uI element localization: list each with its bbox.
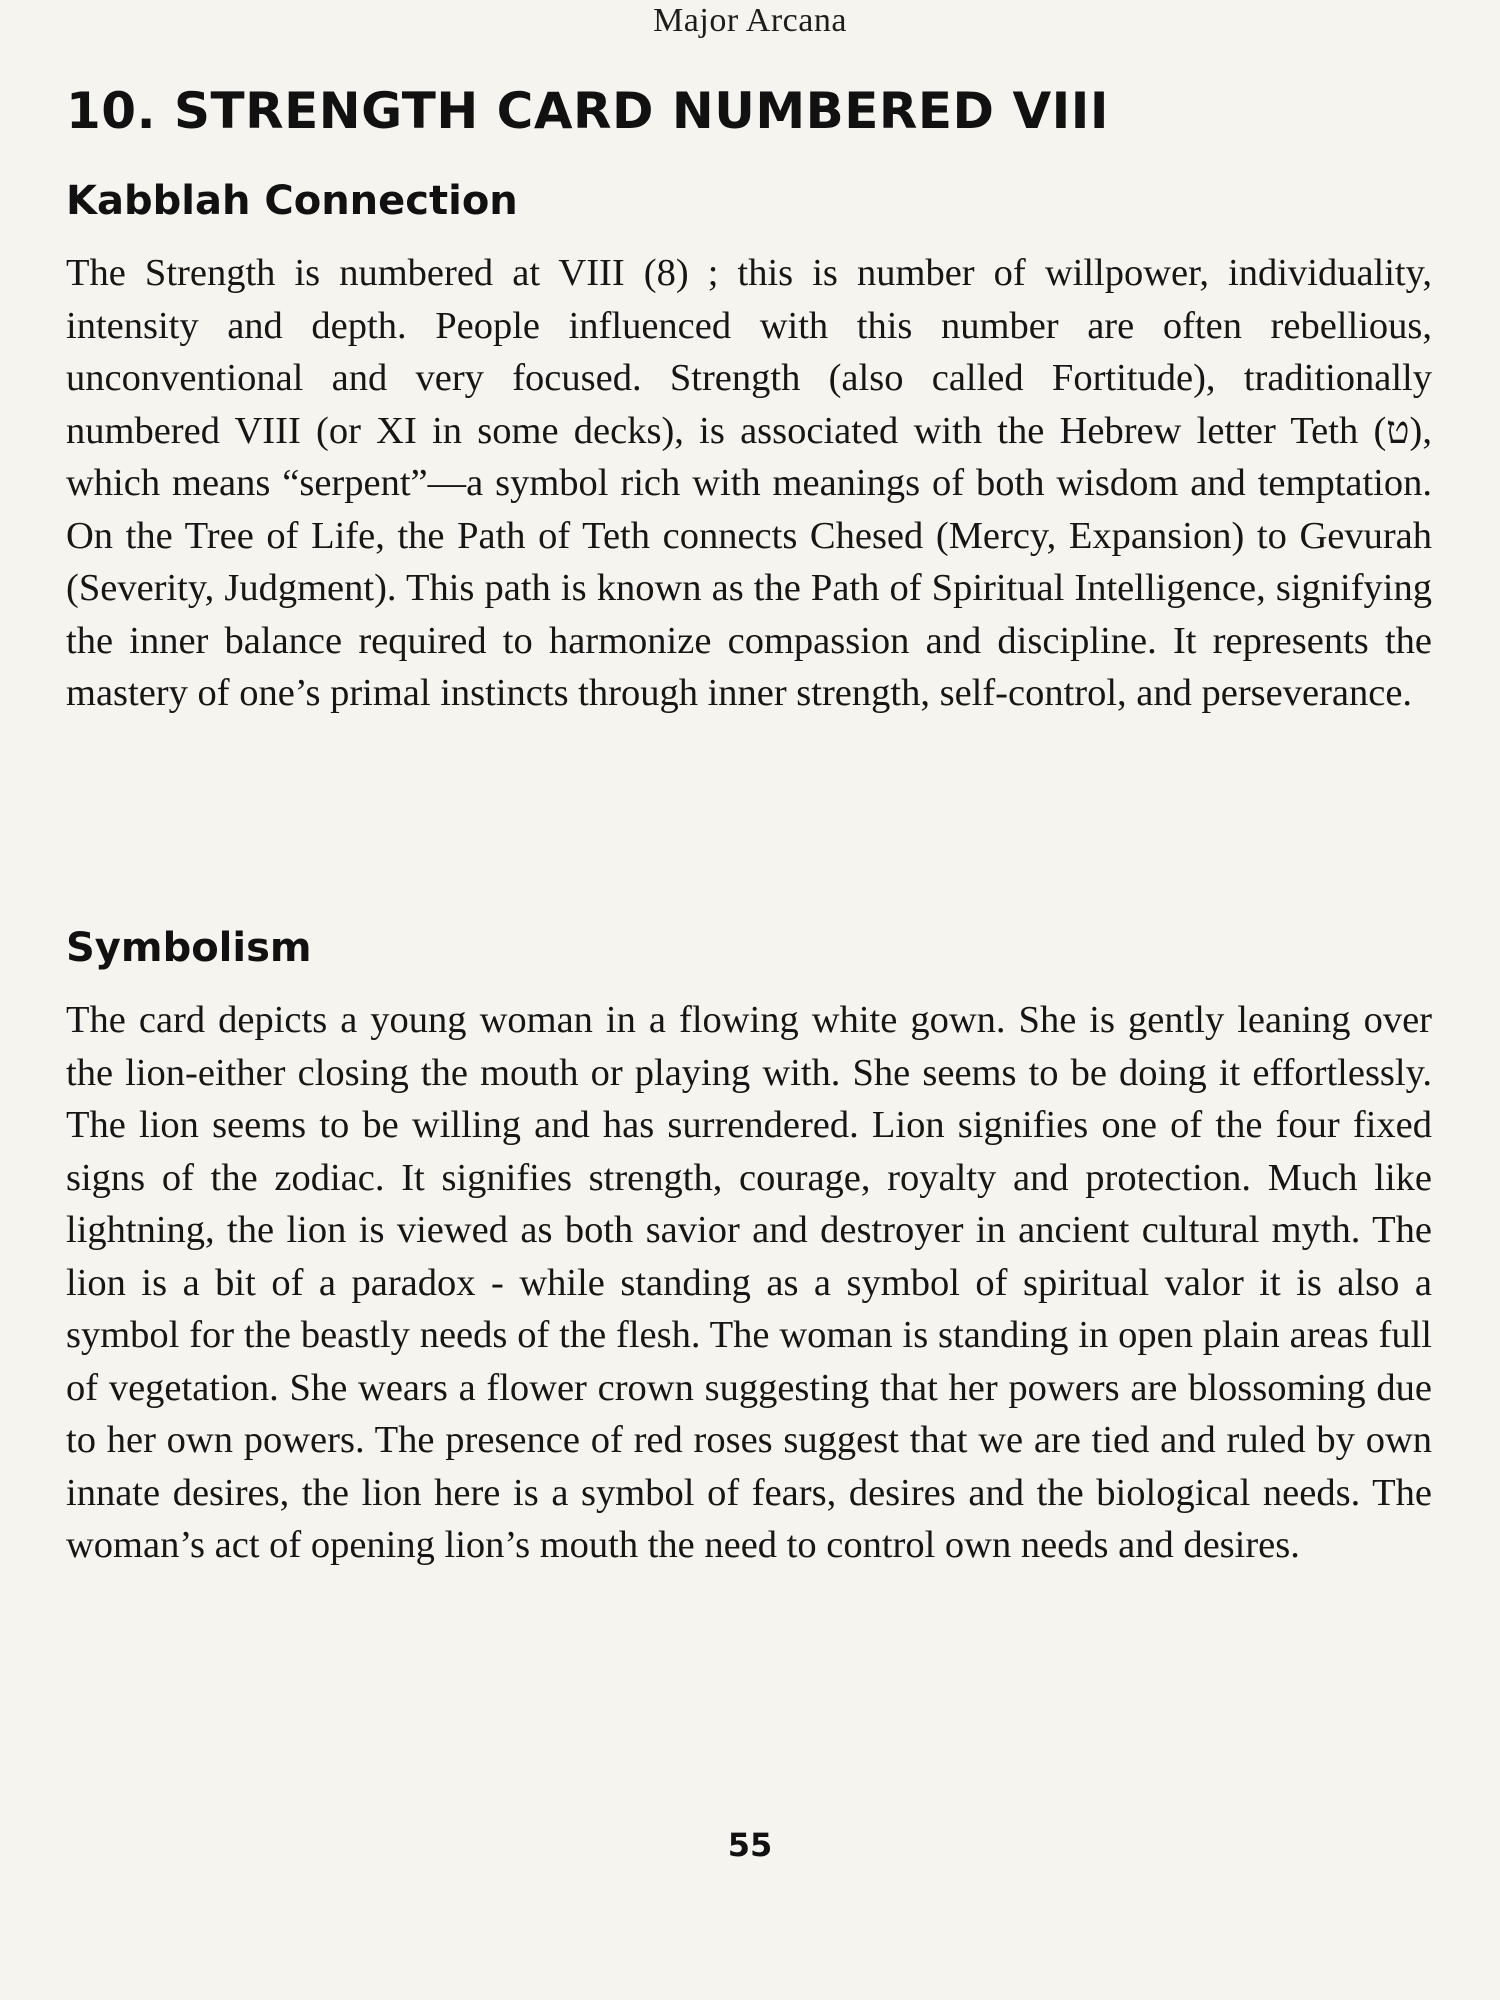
running-header: Major Arcana [653,2,847,39]
symbolism-heading: Symbolism [66,925,312,971]
chapter-title: 10. STRENGTH CARD NUMBERED VIII [66,82,1109,140]
symbolism-paragraph: The card depicts a young woman in a flowing white gown. She is gently leaning over the lion-either closing the mouth or playing with. She seems to be doing it effortlessly. The lion seems to be willing and has surrendered. Lion signifies one of the four fixed signs of the zodiac. It signifies strength, courage, royalty and protection. Much like lightning, the lion is viewed as both savior and destroyer in ancient cultural myth. The lion is a bit of a paradox - while standing as a symbol of spiritual valor it is also a symbol for the beastly needs of the flesh. The woman is standing in open plain areas full of vegetation. She wears a flower crown suggesting that her powers are blossoming due to her own powers. The presence of red roses suggest that we are tied and ruled by own innate desires, the lion here is a symbol of fears, desires and the biological needs. The woman’s act of opening lion’s mouth the need to control own needs and desires. [66,999,1432,1566]
kabbalah-connection-heading: Kabblah Connection [66,178,518,224]
kabbalah-connection-paragraph: The Strength is numbered at VIII (8) ; this is number of willpower, individuality, intensity and depth. People influenced with this number are often rebellious, unconventional and very focused. Strength (also called Fortitude), traditionally numbered VIII (or XI in some decks), is associated with the Hebrew letter Teth (ט), which means “serpent”—a symbol rich with meanings of both wisdom and temptation. On the Tree of Life, the Path of Teth connects Chesed (Mercy, Expansion) to Gevurah (Severity, Judgment). This path is known as the Path of Spiritual Intelligence, signifying the inner balance required to harmonize compassion and discipline. It represents the mastery of one’s primal instincts through inner strength, self-control, and perseverance. [66,252,1432,714]
page-number: 55 [727,1826,773,1864]
